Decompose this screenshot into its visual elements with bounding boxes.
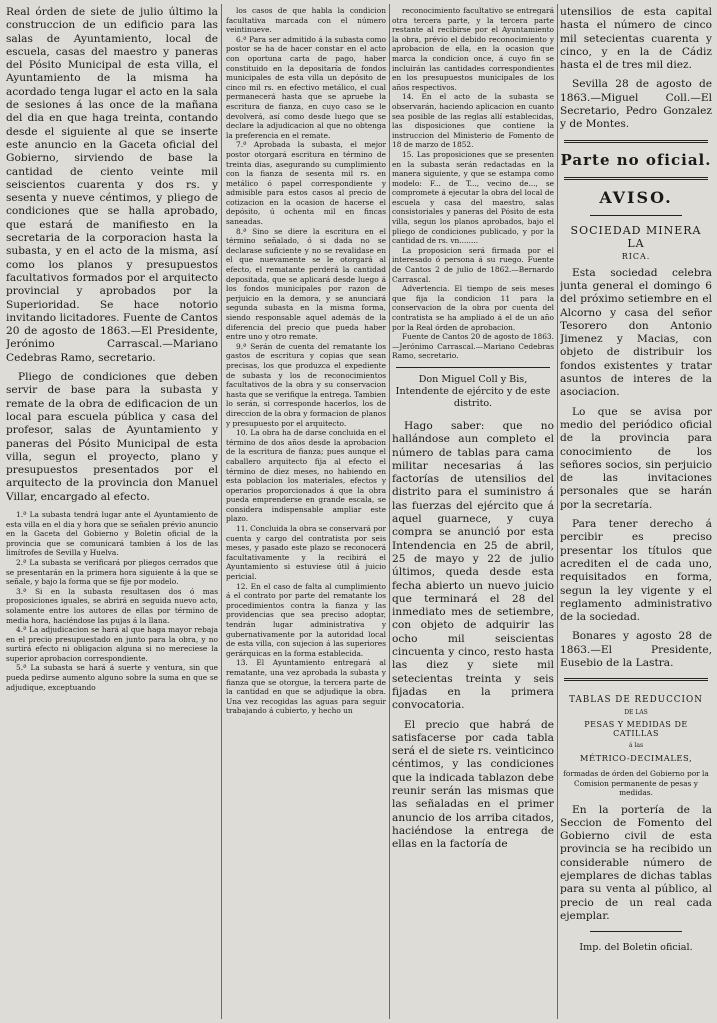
signature-line: Fuente de Cantos 20 de agosto de 1863.—Jerónimo Carrascal.—Mariano Cedebras Ramo, secretario. [392,332,554,361]
clause: 15. Las proposiciones que se presenten en la subasta serán redactadas en la manera siguiente, y que se estampa como modelo: F... de T..., vecino de..., se compromete á ejecutar la obra del local de escuela y casa del maestro, salas consistoriales y paneras del Pósito de esta villa, segun los planos aprobados, bajo el pliego de condiciones publicado, y por la cantidad de rs. vn........ [392,149,554,246]
divider [564,678,708,681]
divider [396,367,550,368]
section-title: Parte no oficial. [560,150,712,169]
clause: 14. En el acto de la subasta se observarán, haciendo aplicacion en cuanto sea posible de las reglas allí establecidas, las disposiciones que contiene la instruccion del Ministerio de Fomento de 18 de marzo de 1852. [392,92,554,150]
clause: 3.ª Si en la subasta resultasen dos ó mas proposiciones iguales, se abrirá en seguida nuevo acto, solamente entre los autores de ellas por término de media hora, haciéndose las pujas á la llana. [6,586,218,625]
clause: 9.ª Serán de cuenta del rematante los gastos de escritura y copias que sean precisas, los que produzca el expediente de subasta y los de reconocimientos facultativos de la obra y su conservacion hasta que se verifique la entrega. Tambien lo serán, si corresponde hacerlos, los de direccion de la obra y formacion de planos y presupuesto por el arquitecto. [226,341,386,428]
subasta-announcement: Real órden de siete de julio último la construccion de un edificio para las salas de Ayuntamiento, local de escuela, casas del maestro y paneras del Pósito Municipal de esta villa, el Ayuntamiento de la misma ha acordado tenga lugar el acto en la sala de sesiones á las once de la mañana del dia en que haga treinta, contando desde el siguiente al que se inserte este anuncio en la Gaceta oficial del Gobierno, sirviendo de base la cantidad de ciento veinte mil seiscientos cuarenta y dos rs. y sesenta y nueve céntimos, y pliego de condiciones que se halla aprobado, que estará de manifiesto en la secretaria de la corporacion hasta la subasta, y en el acto de la misma, así como los planos y presupuestos facultativos formados por el arquitecto provincial y aprobados por la Superioridad. Se hace notorio invitando licitadores. Fuente de Cantos 20 de agosto de 1863.—El Presidente, Jerónimo Carrascal.—Mariano Cedebras Ramo, secretario. [6,6,218,364]
tablas-title: TABLAS DE REDUCCION [569,695,703,706]
clause: reconocimiento facultativo se entregará otra tercera parte, y la tercera parte restante al recibirse por el Ayuntamiento la obra, prévio el debido reconocimiento y aprobacion de ella, en la ocasion que marca la condicion once, á cuyo fin se incluirán las cantidades correspondientes en los presupuestos municipales de los años respectivos. [392,6,554,92]
tablas-subtitle: PESAS Y MEDIDAS DE CATILLAS [584,720,688,739]
pliego-heading: Pliego de condiciones que deben servir de base para la subasta y remate de la obra de edificacion de un local para escuela pública y casa del profesor, salas de Ayuntamiento y paneras del Pósito Municipal de esta villa, segun el proyecto, plano y presupuestos presentados por el arquitecto de la provincia don Manuel Villar, encargado al efecto. [6,371,218,503]
clause: 4.ª La adjudicacion se hará al que haga mayor rebaja en el precio presupuestado en junto para la obra, y no surtirá efecto ni obligacion alguna si no mereciese la superior aprobacion correspondiente. [6,625,218,663]
column-rule [389,4,390,1019]
intendencia-notice: Hago saber: que no hallándose aun completo el número de tablas para cama militar necesarias á las factorías de utensilios del distrito para el suministro á las fuerzas del ejército que á aquel guarnece, y cuya compra se anunció por esta Intendencia en 25 de abril, 25 de mayo y 22 de julio últimos, queda desde esta fecha abierto un nuevo juicio que terminará el 28 del inmediato mes de setiembre, con objeto de adquirir las ocho mil seiscientas cincuenta y cinco, resto hasta las diez y siete mil setecientas treinta y seis fijadas en la primera convocatoria. [392,419,554,712]
clause: 12. En el caso de falta al cumplimiento á el contrato por parte del rematante los procedimientos contra la fianza y las providencias que sea preciso adoptar, tendrán lugar administrativa y gubernativamente por la autoridad local de esta villa, con sujecion á las superiores gerárquicas en la forma establecida. [226,581,386,658]
clause: 11. Concluida la obra se conservará por cuenta y cargo del contratista por seis meses, y pasado este plazo se reconocerá facultativamente y la recibirá el Ayuntamiento si estuviese útil á juicio pericial. [226,524,386,582]
tablas-a: á las [628,742,644,750]
aviso-title: AVISO. [599,187,673,207]
clause: 1.ª La subasta tendrá lugar ante el Ayuntamiento de esta villa en el dia y hora que se señalen prévio anuncio en la Gaceta del Gobierno y Boletin oficial de la provincia que se comunicará tambien á los de las limítrofes de Sevilla y Huelva. [6,509,218,558]
notice-continuation: utensilios de esta capital hasta el número de cinco mil setecientas cuarenta y cinco, y en la de Cádiz hasta el de tres mil diez. [560,6,712,72]
advertencia: Advertencia. El tiempo de seis meses que fija la condicion 11 para la conservacion de la obra por cuenta del contratista se ha ampliado á el de un año por la Real órden de aprobacion. [392,284,554,332]
column-4 [560,6,712,1018]
clause: 2.ª La subasta se verificará por pliegos cerrados que se presentarán en la primera hora siguiente á la que se señale, y bajo la forma que se fije por modelo. [6,557,218,587]
aviso-signature: Bonares y agosto 28 de 1863.—El Presidente, Eusebio de la Lastra. [560,630,712,669]
signature-line: Sevilla 28 de agosto de 1863.—Miguel Coll.—El Secretario, Pedro Gonzalez y de Montes. [560,78,712,131]
clause: los casos de que habla la condicion facultativa marcada con el número veintinueve. [226,6,386,35]
divider [590,215,682,216]
clause: La proposicion será firmada por el interesado ó persona á su ruego. Fuente de Cantos 2 de julio de 1862.—Bernardo Carrascal. [392,245,554,284]
clause: 7.ª Aprobada la subasta, el mejor postor otorgará escritura en término de treinta dias, asegurando su cumplimiento con la fianza de sesenta mil rs. en metálico ó papel correspondiente y admisible para estos casos al precio de cotizacion en la ocasion de hacerse el depósito, ú ochenta mil en fincas saneadas. [226,140,386,227]
tablas-de: DE LAS [624,709,648,717]
intendencia-notice-2: El precio que habrá de satisfacerse por cada tabla será el de siete rs. veinticinco céntimos, y las condiciones que la indicada tablazon debe reunir serán las mismas que las señaladas en el primer anuncio de los arriba citados, haciéndose la entrega de ellas en la factoría de [392,718,554,851]
tablas-subtitle-2: MÉTRICO-DECIMALES, [579,753,693,764]
column-1 [6,6,218,1018]
aviso-paragraph: Lo que se avisa por medio del periódico oficial de la provincia para conocimiento de los señores socios, sin perjuicio de las invitaciones personales que se harán por la secretaría. [560,405,712,511]
intendente-heading: Don Miguel Coll y Bis, Intendente de ejército y de este distrito. [395,373,551,409]
clause: 6.ª Para ser admitido á la subasta como postor se ha de hacer constar en el acto con oportuna carta de pago, haber constituido en la depositaría de fondos municipales de esta villa un depósito de cinco mil rs. en efectivo metálico, el cual permanecerá hasta que se apruebe la escritura de fianza, en cuyo caso se le devolverá, así como desde luego que se declare la adjudicacion al que no obtenga la preferencia en el remate. [226,34,386,140]
column-rule [221,4,222,1019]
clause: 13. El Ayuntamiento entregará al rematante, una vez aprobada la subasta y fianza que se otorgue, la tercera parte de la cantidad en que se adjudique la obra. Una vez recogidas las aguas para seguir trabajando á cubierto, y hecho un [226,658,386,716]
company-name-sub: RICA. [621,251,651,261]
aviso-paragraph: Esta sociedad celebra junta general el domingo 6 del próximo setiembre en el Alcorno y casa del señor Tesorero don Antonio Jimenez y Macias, con objeto de distribuir los fondos existentes y tratar asuntos de interes de la asociacion. [560,266,712,399]
tablas-note: formadas de órden del Gobierno por la Comision permanente de pesas y medidas. [563,769,709,798]
divider [564,140,708,143]
imprint: Imp. del Boletin oficial. [579,942,693,954]
column-rule [557,4,558,1019]
clause: 8.ª Sino se diere la escritura en el término señalado, ó si dada no se declarase suficiente y no se revalidase en el que nuevamente se le otorgará al efecto, el rematante perderá la cantidad depositada, que se aplicará desde luego á los fondos municipales por razon de perjuicio en la demora, y se anunciará segunda subasta en la misma forma, siendo responsable aquel además de la diferencia del precio que pueda haber entre uno y otro remate. [226,226,386,342]
divider [590,931,682,932]
column-3 [392,6,554,1018]
company-name: SOCIEDAD MINERA LA [570,223,702,250]
clause: 10. La obra ha de darse concluida en el término de dos años desde la aprobacion de la escritura de fianza; pues aunque el caballero arquitecto fija al efecto el término de diez meses, no habiendo en esta poblacion los materiales, efectos y operarios proporcionados á que la obra pueda emprenderse en grande escala, se considera indispensable ampliar este plazo. [226,428,386,524]
tablas-body: En la portería de la Seccion de Fomento del Gobierno civil de esta provincia se ha recibido un considerable número de ejemplares de dichas tablas para su venta al público, al precio de un real cada ejemplar. [560,803,712,922]
divider [564,177,708,180]
aviso-paragraph: Para tener derecho á percibir es preciso presentar los títulos que acrediten el de cada uno, requisitados en forma, segun la ley vigente y el reglamento administrativo de la sociedad. [560,518,712,624]
column-2 [226,6,386,1018]
clause: 5.ª La subasta se hará á suerte y ventura, sin que pueda pedirse aumento alguno sobre la suma en que se adjudique, exceptuando [6,663,218,692]
